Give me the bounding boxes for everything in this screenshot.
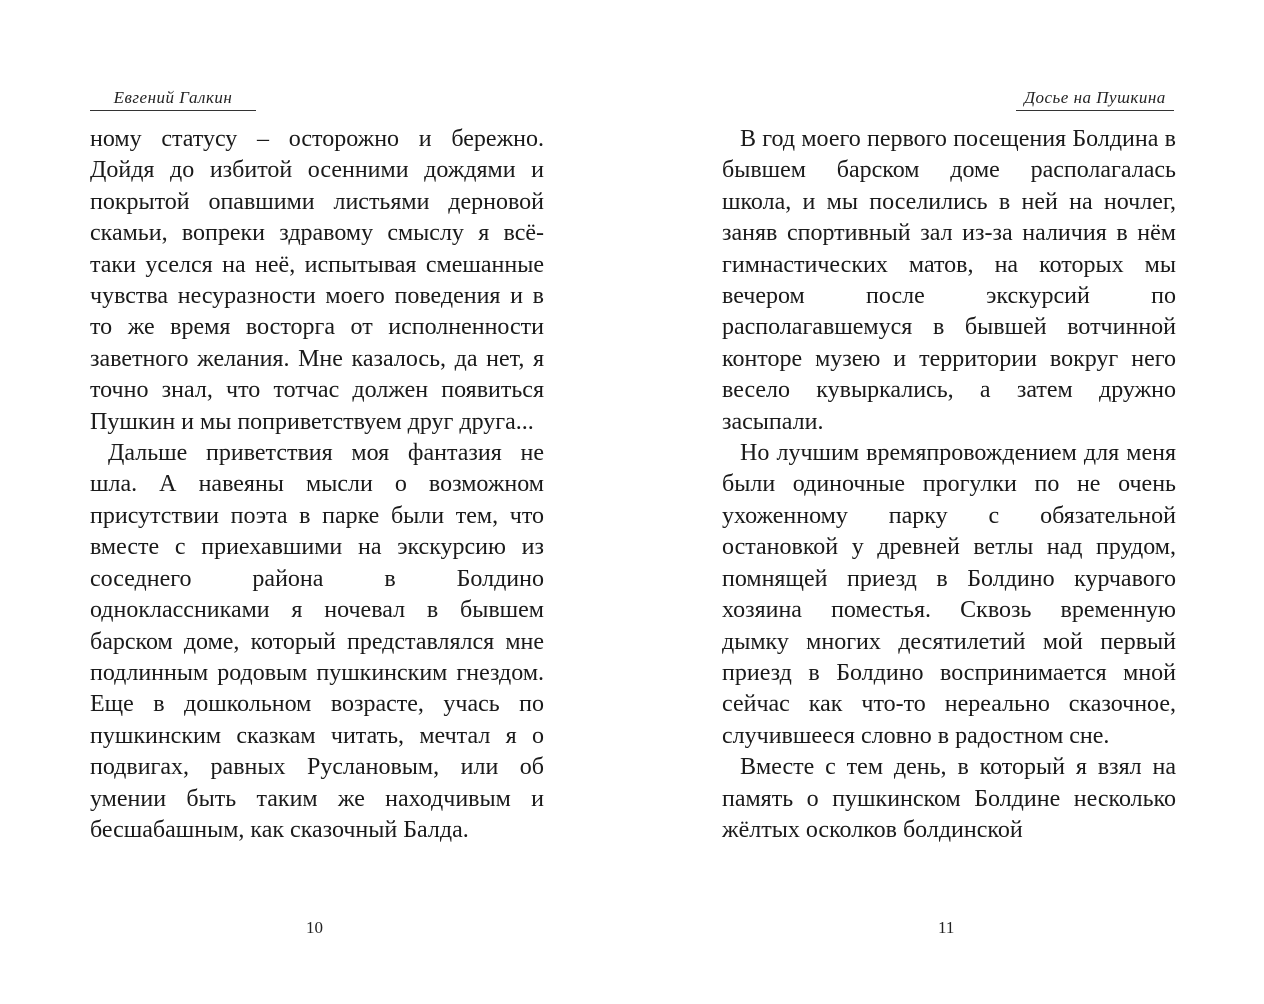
paragraph: Но лучшим времяпровождением для меня были одиночные прогулки по не очень ухоженному парку с обязательной остановкой у древней ветлы над прудом, помнящей приезд в Болдино курчавого хозяина поместья. Сквозь временную дымку многих десятилетий мой первый приезд в Болдино воспринимается мной сейчас как что-то нереально сказочное, случившееся словно в радостном сне. xyxy=(722,440,1176,749)
left-page-text xyxy=(90,124,544,846)
right-page-text xyxy=(722,124,1176,846)
paragraph: Дальше приветствия моя фантазия не шла. А навеяны мысли о возможном присутствии поэта в парке были тем, что вместе с приехавшими на экскурсию из соседнего района в Болдино одноклассниками я ночевал в бывшем барском доме, который представлялся мне подлинным родовым пушкинским гнездом. Еще в дошкольном возрасте, учась по пушкинским сказкам читать, мечтал я о подвигах, равных Руслановым, или об умении быть таким же находчивым и бесшабашным, как сказочный Балда. xyxy=(90,440,544,843)
page-number: 11 xyxy=(938,918,955,937)
paragraph: ному статусу – осторожно и бережно. Дойдя до избитой осенними дождями и покрытой опавшими листьями дерновой скамьи, вопреки здравому смыслу я всё-таки уселся на неё, испытывая смешанные чувства несуразности моего поведения и в то же время восторга от исполненности заветного желания. Мне казалось, да нет, я точно знал, что тотчас должен появиться Пушкин и мы поприветствуем друг друга... xyxy=(90,126,544,435)
running-head-author: Евгений Галкин xyxy=(90,88,256,111)
page-number: 10 xyxy=(306,918,323,937)
paragraph: Вместе с тем день, в который я взял на память о пушкинском Болдине несколько жёлтых осколков болдинской xyxy=(722,754,1176,843)
running-head-title: Досье на Пушкина xyxy=(1016,88,1174,111)
paragraph: В год моего первого посещения Болдина в бывшем барском доме располагалась школа, и мы поселились в ней на ночлег, заняв спортивный зал из-за наличия в нём гимнастических матов, на которых мы вечером после экскурсий по располагавшемуся в бывшей вотчинной конторе музею и территории вокруг него весело кувыркались, а затем дружно засыпали. xyxy=(722,126,1176,435)
right-page xyxy=(632,0,1264,1004)
